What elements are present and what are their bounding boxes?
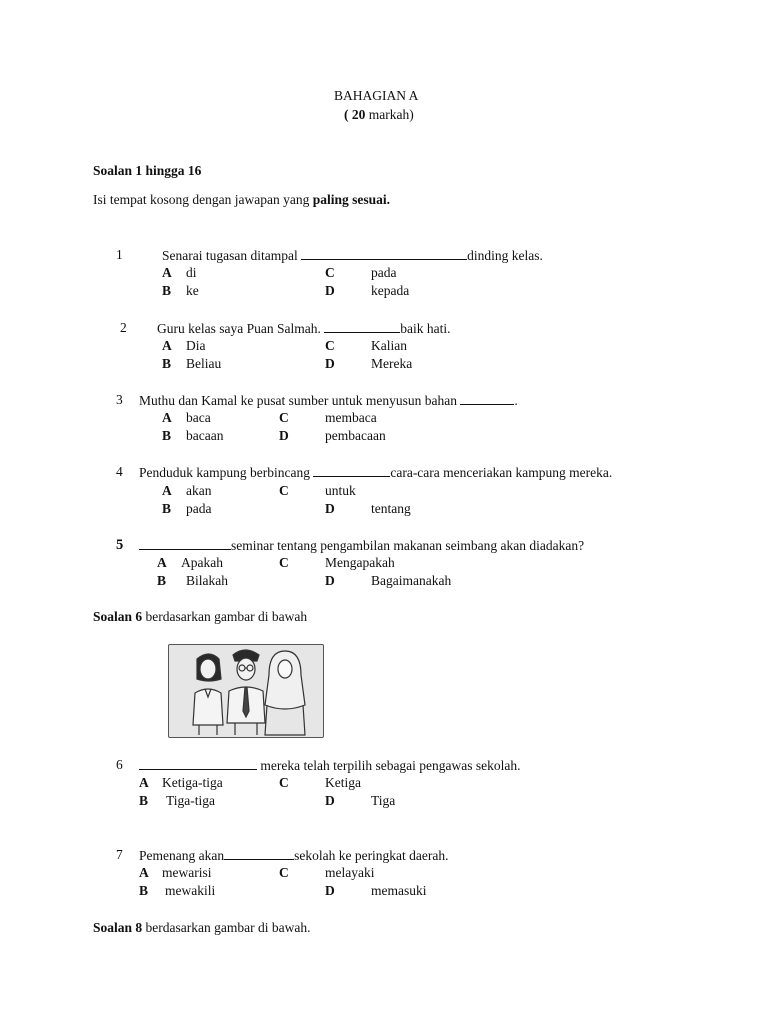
option-text: memasuki — [371, 883, 427, 898]
option-text: Mereka — [371, 356, 413, 371]
answer-blank — [139, 537, 231, 550]
question-text: seminar tentang pengambilan makanan seimbang akan diadakan? — [139, 537, 584, 554]
option-text: Apakah — [181, 555, 223, 570]
option-text: ke — [186, 283, 199, 298]
question-text: Senarai tugasan ditampal dinding kelas. — [162, 248, 543, 263]
question-range-heading: Soalan 1 hingga 16 — [93, 163, 202, 178]
option-letter: C — [325, 338, 335, 353]
option-text: Ketiga — [325, 775, 361, 790]
question-number: 4 — [116, 464, 123, 479]
option-text: pembacaan — [325, 428, 386, 443]
option-letter: C — [325, 265, 335, 280]
option-text: untuk — [325, 483, 356, 498]
option-text: di — [186, 265, 197, 280]
option-text: Bagaimanakah — [371, 573, 452, 588]
option-text: membaca — [325, 410, 377, 425]
students-illustration — [169, 645, 323, 737]
option-text: Dia — [186, 338, 206, 353]
answer-blank — [224, 847, 294, 860]
answer-blank — [139, 757, 257, 770]
question-number: 5 — [116, 537, 124, 553]
option-letter: B — [162, 501, 172, 516]
option-text: mewarisi — [162, 865, 212, 880]
option-letter: D — [325, 883, 335, 898]
option-letter: B — [157, 573, 167, 588]
option-letter: D — [279, 428, 289, 443]
option-text: Beliau — [186, 356, 222, 371]
option-letter: B — [162, 283, 172, 298]
option-text: pada — [371, 265, 397, 280]
option-text: mewakili — [165, 883, 216, 898]
question-number: 1 — [116, 247, 123, 262]
option-letter: C — [279, 410, 289, 425]
option-letter: A — [139, 775, 149, 790]
option-letter: D — [325, 573, 335, 588]
option-letter: A — [139, 865, 149, 880]
option-text: melayaki — [325, 865, 375, 880]
question-text: mereka telah terpilih sebagai pengawas sekolah. — [139, 757, 521, 774]
option-text: tentang — [371, 501, 411, 516]
question-number: 7 — [116, 847, 123, 862]
question-number: 2 — [120, 320, 127, 335]
option-letter: B — [139, 883, 149, 898]
answer-blank — [460, 392, 514, 405]
option-letter: C — [279, 775, 289, 790]
question-text: Pemenang akan sekolah ke peringkat daerah. — [139, 848, 449, 863]
option-text: pada — [186, 501, 212, 516]
question-number: 6 — [116, 757, 123, 772]
option-text: kepada — [371, 283, 410, 298]
question-number: 3 — [116, 392, 123, 407]
question-text: Muthu dan Kamal ke pusat sumber untuk menyusun bahan . — [139, 393, 518, 408]
option-letter: A — [162, 265, 172, 280]
option-text: baca — [186, 410, 211, 425]
marks-label: ( 20 markah) — [344, 107, 414, 122]
answer-blank — [313, 464, 390, 477]
option-letter: B — [162, 428, 172, 443]
option-letter: D — [325, 356, 335, 371]
option-letter: A — [162, 338, 172, 353]
option-letter: A — [157, 555, 167, 570]
option-text: akan — [186, 483, 212, 498]
option-text: Kalian — [371, 338, 407, 353]
question-text: Penduduk kampung berbincang cara-cara menceriakan kampung mereka. — [139, 465, 613, 480]
option-letter: C — [279, 555, 289, 570]
option-letter: B — [162, 356, 172, 371]
option-text: Tiga-tiga — [166, 793, 216, 808]
instruction-text: Isi tempat kosong dengan jawapan yang paling sesuai. — [93, 192, 390, 207]
option-letter: D — [325, 793, 335, 808]
option-text: bacaan — [186, 428, 224, 443]
soalan-8-note: Soalan 8 berdasarkan gambar di bawah. — [93, 920, 311, 935]
option-letter: D — [325, 501, 335, 516]
option-letter: C — [279, 483, 289, 498]
option-letter: A — [162, 410, 172, 425]
answer-blank — [324, 320, 400, 333]
option-letter: B — [139, 793, 149, 808]
answer-blank — [301, 247, 467, 260]
option-text: Tiga — [371, 793, 396, 808]
option-letter: D — [325, 283, 335, 298]
option-text: Ketiga-tiga — [162, 775, 223, 790]
question-text: Guru kelas saya Puan Salmah. baik hati. — [157, 321, 451, 336]
three-students-picture — [168, 644, 324, 738]
soalan-6-note: Soalan 6 berdasarkan gambar di bawah — [93, 609, 308, 624]
option-letter: C — [279, 865, 289, 880]
option-letter: A — [162, 483, 172, 498]
section-title: BAHAGIAN A — [334, 88, 419, 103]
option-text: Mengapakah — [325, 555, 395, 570]
option-text: Bilakah — [186, 573, 228, 588]
